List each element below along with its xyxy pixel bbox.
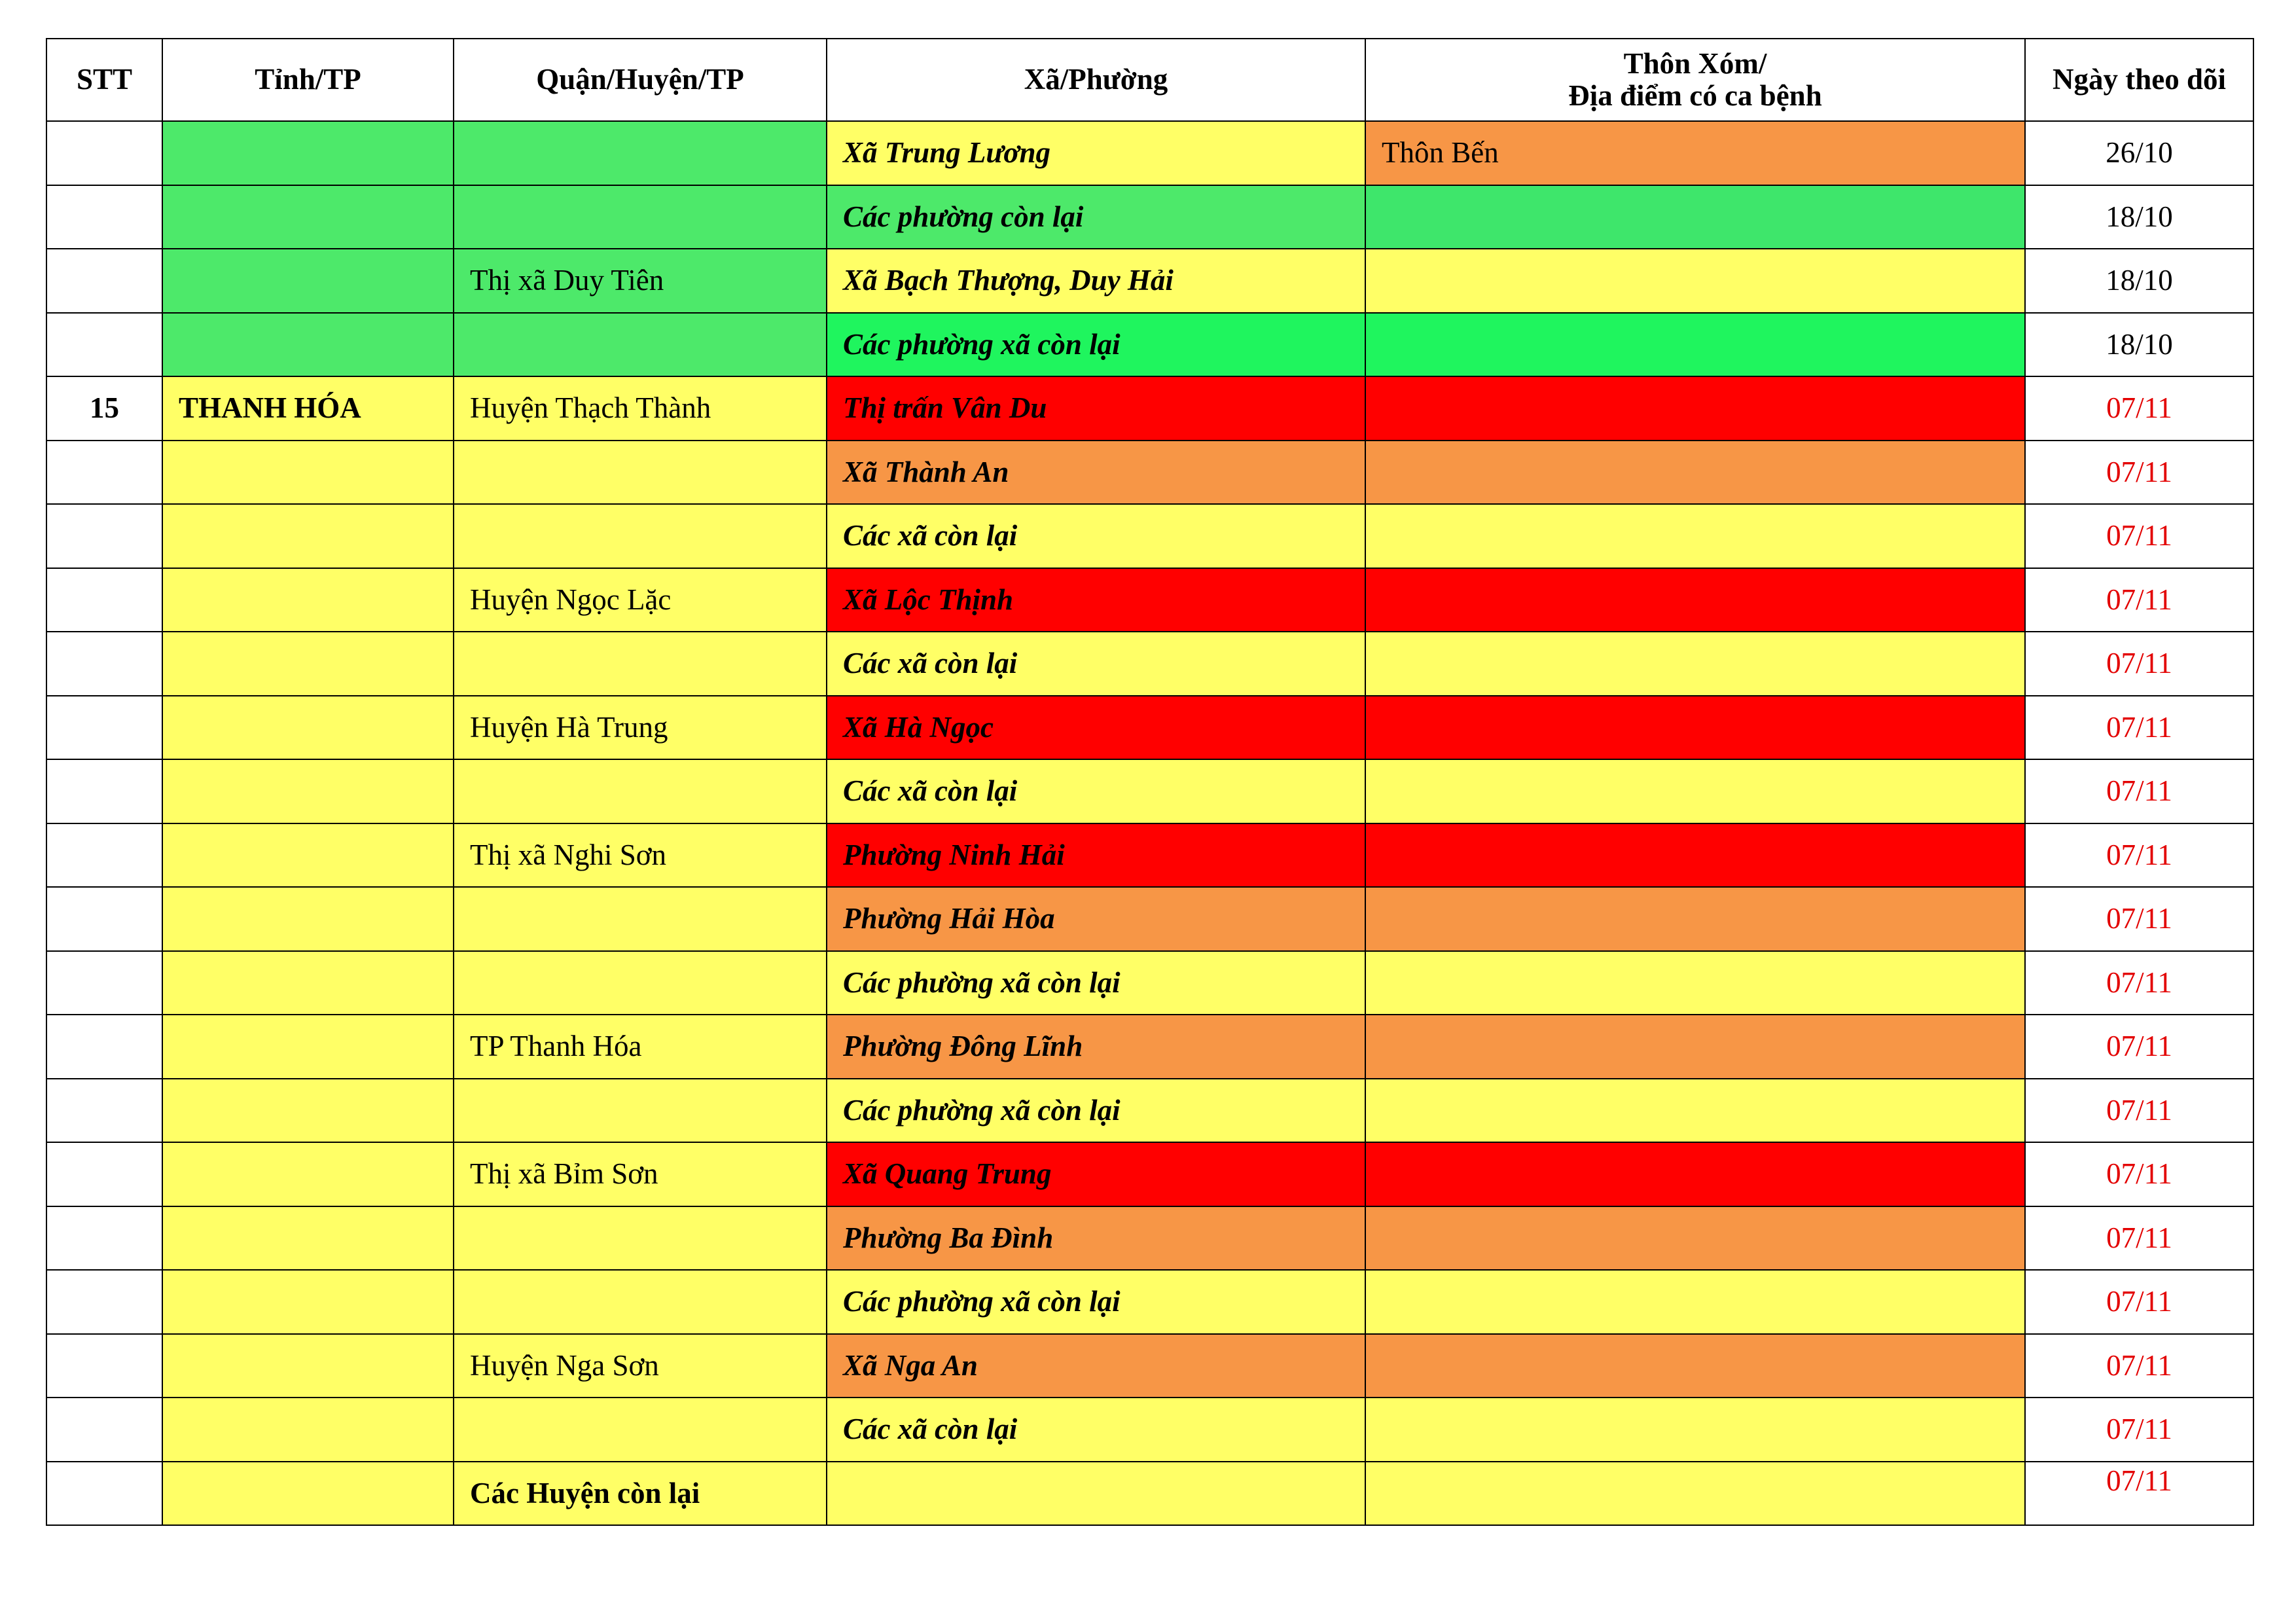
- cell-stt: [46, 759, 162, 823]
- cell-ward: Xã Hà Ngọc: [827, 696, 1365, 760]
- cell-province: [162, 121, 454, 185]
- cell-stt: [46, 249, 162, 313]
- cell-ward: Xã Nga An: [827, 1334, 1365, 1398]
- header-date: Ngày theo dõi: [2025, 39, 2253, 121]
- header-ward: Xã/Phường: [827, 39, 1365, 121]
- cell-date: 07/11: [2025, 1079, 2253, 1143]
- header-hamlet-line2: Địa điểm có ca bệnh: [1568, 79, 1822, 112]
- cell-hamlet: [1365, 1142, 2025, 1206]
- cell-date: 07/11: [2025, 887, 2253, 951]
- cell-hamlet: [1365, 1015, 2025, 1079]
- cell-date: 07/11: [2025, 696, 2253, 760]
- cell-hamlet: [1365, 951, 2025, 1015]
- table-row: [46, 887, 2253, 951]
- cell-province: [162, 632, 454, 696]
- table-row: [46, 568, 2253, 632]
- cell-stt: [46, 632, 162, 696]
- cell-ward: Các xã còn lại: [827, 759, 1365, 823]
- cell-province: [162, 185, 454, 249]
- cell-stt: [46, 1015, 162, 1079]
- table-row: [46, 1206, 2253, 1271]
- cell-hamlet: [1365, 696, 2025, 760]
- table-row: [46, 951, 2253, 1015]
- cell-date: 07/11: [2025, 1142, 2253, 1206]
- table-row: [46, 504, 2253, 568]
- cell-date: 07/11: [2025, 1334, 2253, 1398]
- table-row: [46, 441, 2253, 505]
- cell-hamlet: [1365, 1079, 2025, 1143]
- cell-district: Huyện Thạch Thành: [454, 376, 827, 441]
- cell-stt: [46, 1142, 162, 1206]
- header-hamlet-line1: Thôn Xóm/: [1623, 46, 1767, 80]
- cell-stt: [46, 441, 162, 505]
- table-row: [46, 1142, 2253, 1206]
- cell-province: [162, 441, 454, 505]
- cell-stt: [46, 504, 162, 568]
- cell-ward: Các xã còn lại: [827, 632, 1365, 696]
- table-row: [46, 1334, 2253, 1398]
- cell-ward: Thị trấn Vân Du: [827, 376, 1365, 441]
- header-district: Quận/Huyện/TP: [454, 39, 827, 121]
- cell-district: [454, 441, 827, 505]
- cell-province: [162, 759, 454, 823]
- cell-hamlet: [1365, 759, 2025, 823]
- cell-stt: [46, 1398, 162, 1462]
- table-row: [46, 1462, 2253, 1526]
- cell-district: [454, 1398, 827, 1462]
- cell-stt: [46, 1206, 162, 1271]
- cell-date: 07/11: [2025, 1462, 2253, 1526]
- cell-district: [454, 1206, 827, 1271]
- cell-stt: [46, 951, 162, 1015]
- table-row: [46, 823, 2253, 888]
- cell-ward: Xã Thành An: [827, 441, 1365, 505]
- cell-district: Huyện Ngọc Lặc: [454, 568, 827, 632]
- cell-ward: Xã Trung Lương: [827, 121, 1365, 185]
- cell-date: 26/10: [2025, 121, 2253, 185]
- table-row: [46, 376, 2253, 441]
- cell-date: 07/11: [2025, 951, 2253, 1015]
- cell-date: 07/11: [2025, 376, 2253, 441]
- cell-stt: [46, 121, 162, 185]
- table-row: [46, 632, 2253, 696]
- cell-province: [162, 1398, 454, 1462]
- cell-stt: [46, 313, 162, 377]
- cell-hamlet: [1365, 1462, 2025, 1526]
- cell-ward: [827, 1462, 1365, 1526]
- cell-hamlet: [1365, 185, 2025, 249]
- cell-ward: Các phường xã còn lại: [827, 1079, 1365, 1143]
- cell-province: [162, 696, 454, 760]
- cell-ward: Các phường xã còn lại: [827, 1270, 1365, 1334]
- cell-date: 07/11: [2025, 823, 2253, 888]
- cell-hamlet: [1365, 1398, 2025, 1462]
- header-stt: STT: [46, 39, 162, 121]
- cell-district: Thị xã Bỉm Sơn: [454, 1142, 827, 1206]
- table-row: [46, 121, 2253, 185]
- cell-province: [162, 1270, 454, 1334]
- cell-province: [162, 1334, 454, 1398]
- cell-stt: [46, 823, 162, 888]
- cell-province: [162, 313, 454, 377]
- cell-stt: 15: [46, 376, 162, 441]
- cell-ward: Phường Đông Lĩnh: [827, 1015, 1365, 1079]
- table-row: [46, 185, 2253, 249]
- header-hamlet: [1365, 39, 2025, 121]
- cell-district: Các Huyện còn lại: [454, 1462, 827, 1526]
- table-row: [46, 1015, 2253, 1079]
- cell-province: [162, 887, 454, 951]
- cell-province: [162, 504, 454, 568]
- cell-hamlet: [1365, 441, 2025, 505]
- cell-date: 07/11: [2025, 504, 2253, 568]
- cell-stt: [46, 1462, 162, 1526]
- cell-date: 18/10: [2025, 185, 2253, 249]
- cell-ward: Các phường xã còn lại: [827, 951, 1365, 1015]
- risk-level-table: [46, 38, 2254, 1526]
- cell-province: [162, 1142, 454, 1206]
- cell-ward: Phường Ninh Hải: [827, 823, 1365, 888]
- cell-district: Huyện Hà Trung: [454, 696, 827, 760]
- cell-ward: Các phường còn lại: [827, 185, 1365, 249]
- table-row: [46, 313, 2253, 377]
- cell-stt: [46, 696, 162, 760]
- cell-district: [454, 1270, 827, 1334]
- cell-province: THANH HÓA: [162, 376, 454, 441]
- cell-district: Huyện Nga Sơn: [454, 1334, 827, 1398]
- cell-date: 07/11: [2025, 568, 2253, 632]
- cell-province: [162, 951, 454, 1015]
- cell-stt: [46, 1270, 162, 1334]
- cell-hamlet: [1365, 1334, 2025, 1398]
- cell-stt: [46, 1079, 162, 1143]
- cell-ward: Các xã còn lại: [827, 1398, 1365, 1462]
- cell-ward: Xã Bạch Thượng, Duy Hải: [827, 249, 1365, 313]
- cell-district: Thị xã Nghi Sơn: [454, 823, 827, 888]
- cell-stt: [46, 1334, 162, 1398]
- cell-ward: Phường Hải Hòa: [827, 887, 1365, 951]
- cell-ward: Xã Lộc Thịnh: [827, 568, 1365, 632]
- header-row: [46, 39, 2253, 121]
- table-row: [46, 759, 2253, 823]
- cell-hamlet: [1365, 568, 2025, 632]
- cell-date: 07/11: [2025, 632, 2253, 696]
- cell-stt: [46, 887, 162, 951]
- table-row: [46, 1270, 2253, 1334]
- cell-district: [454, 1079, 827, 1143]
- cell-province: [162, 568, 454, 632]
- cell-hamlet: [1365, 1270, 2025, 1334]
- header-province: Tỉnh/TP: [162, 39, 454, 121]
- cell-date: 18/10: [2025, 249, 2253, 313]
- cell-ward: Các phường xã còn lại: [827, 313, 1365, 377]
- cell-date: 07/11: [2025, 1398, 2253, 1462]
- cell-district: Thị xã Duy Tiên: [454, 249, 827, 313]
- cell-province: [162, 1462, 454, 1526]
- cell-stt: [46, 185, 162, 249]
- cell-district: [454, 121, 827, 185]
- cell-hamlet: [1365, 313, 2025, 377]
- cell-hamlet: [1365, 1206, 2025, 1271]
- cell-hamlet: [1365, 376, 2025, 441]
- cell-ward: Phường Ba Đình: [827, 1206, 1365, 1271]
- cell-district: [454, 504, 827, 568]
- cell-district: [454, 951, 827, 1015]
- cell-hamlet: [1365, 887, 2025, 951]
- cell-ward: Xã Quang Trung: [827, 1142, 1365, 1206]
- cell-hamlet: [1365, 632, 2025, 696]
- cell-province: [162, 1079, 454, 1143]
- cell-province: [162, 823, 454, 888]
- table-row: [46, 249, 2253, 313]
- cell-date: 07/11: [2025, 1270, 2253, 1334]
- cell-ward: Các xã còn lại: [827, 504, 1365, 568]
- cell-district: [454, 887, 827, 951]
- table-row: [46, 696, 2253, 760]
- cell-hamlet: [1365, 504, 2025, 568]
- cell-district: [454, 759, 827, 823]
- cell-date: 07/11: [2025, 441, 2253, 505]
- cell-stt: [46, 568, 162, 632]
- cell-province: [162, 249, 454, 313]
- cell-hamlet: [1365, 249, 2025, 313]
- cell-district: TP Thanh Hóa: [454, 1015, 827, 1079]
- cell-province: [162, 1015, 454, 1079]
- cell-date: 07/11: [2025, 1206, 2253, 1271]
- cell-district: [454, 185, 827, 249]
- cell-date: 07/11: [2025, 1015, 2253, 1079]
- cell-district: [454, 632, 827, 696]
- table-row: [46, 1079, 2253, 1143]
- cell-hamlet: [1365, 823, 2025, 888]
- cell-date: 18/10: [2025, 313, 2253, 377]
- table-row: [46, 1398, 2253, 1462]
- cell-district: [454, 313, 827, 377]
- cell-province: [162, 1206, 454, 1271]
- cell-date: 07/11: [2025, 759, 2253, 823]
- cell-hamlet: Thôn Bến: [1365, 121, 2025, 185]
